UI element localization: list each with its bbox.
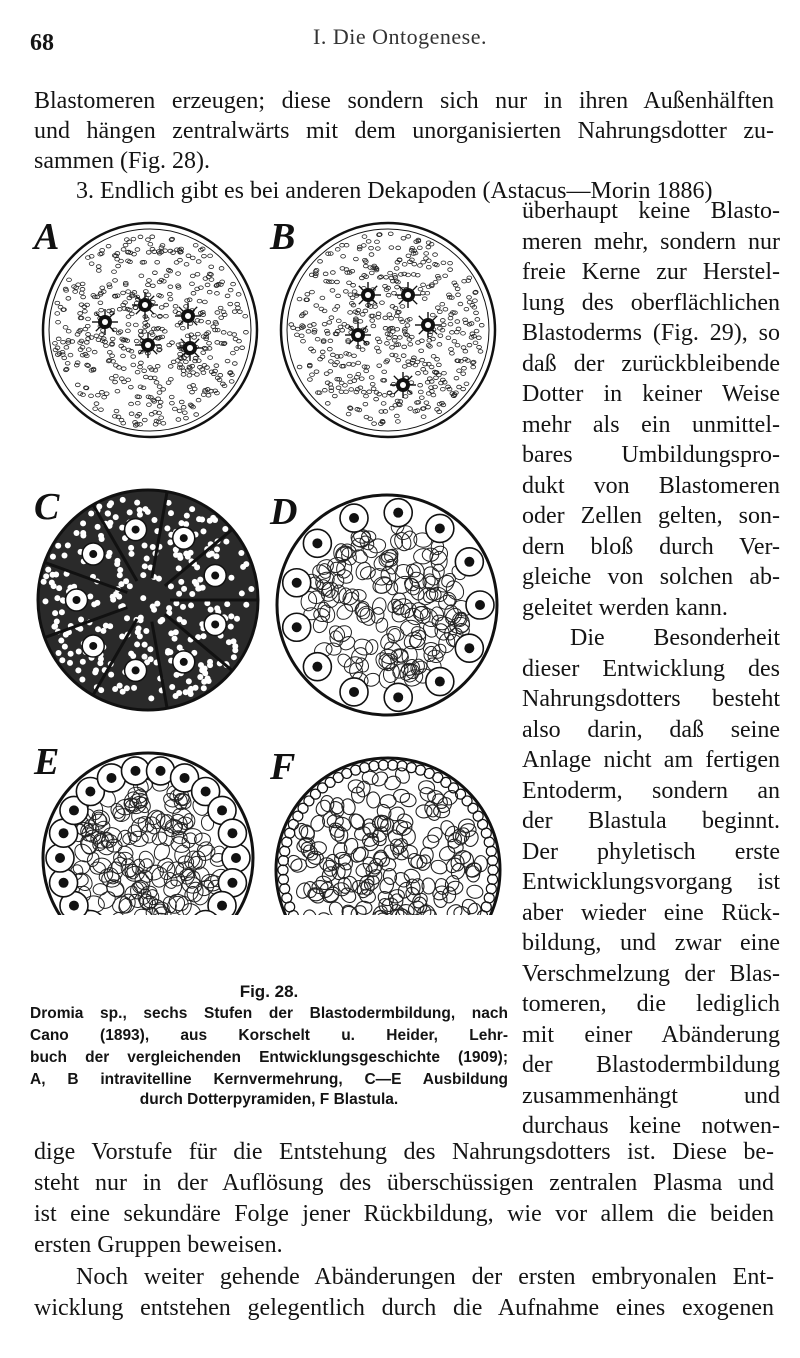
right-column-line: Anlage nicht am fertigen: [522, 747, 780, 773]
right-column-line: geleitet werden kann.: [522, 594, 728, 621]
page-number: 68: [30, 30, 54, 56]
body-line: ist eine sekundäre Folge jener Rückbildung, wie vor allem die beiden: [34, 1201, 774, 1227]
right-column-line: also darin, daß seine: [522, 716, 780, 743]
right-column-line: bares Umbildungspro-: [522, 442, 780, 468]
panel-label-d: D: [270, 491, 298, 533]
panel-label-b: B: [270, 216, 296, 258]
paragraph-3-first-line: 3. Endlich gibt es bei anderen Dekapoden (Astacus—Morin 1886): [76, 178, 713, 204]
body-line: Blastomeren erzeugen; diese sondern sich nur in ihren Außenhälften: [34, 88, 774, 114]
right-column-line: dukt von Blastomeren: [522, 472, 780, 499]
running-head: I. Die Ontogenese.: [313, 24, 487, 49]
right-column-line: der Blastodermbildung: [522, 1052, 780, 1078]
right-column-line: Entoderm, sondern an: [522, 777, 780, 804]
panel-label-e: E: [34, 741, 60, 783]
figure-caption-title: Fig. 28.: [239, 982, 299, 1001]
embryo-d: [277, 495, 497, 715]
figure-caption-line: A, B intravitelline Kernvermehrung, C—E Ausbildung: [30, 1071, 508, 1088]
right-column-line: oder Zellen gelten, son-: [522, 503, 780, 529]
embryo-b: [281, 223, 495, 437]
panel-label-a: A: [34, 216, 60, 258]
right-column-line: dieser Entwicklung des: [522, 655, 780, 682]
right-column-line: Verschmelzung der Blas-: [522, 960, 780, 987]
embryo-a: [43, 223, 257, 437]
right-column-line: Die Besonderheit: [570, 625, 780, 651]
right-column-line: Blastoderms (Fig. 29), so: [522, 320, 780, 346]
embryo-e: [43, 753, 253, 915]
panel-label-c: C: [34, 486, 60, 528]
right-column-line: mit einer Abänderung: [522, 1021, 780, 1048]
right-column-line: Dotter in keiner Weise: [522, 381, 780, 407]
body-line: sammen (Fig. 28).: [34, 148, 210, 174]
right-column-line: tomeren, die lediglich: [522, 991, 780, 1017]
right-column-line: dern bloß durch Ver-: [522, 533, 780, 560]
figure-caption-line: Dromia sp., sechs Stufen der Blastodermbildung, nach: [30, 1005, 508, 1022]
right-column-line: gleiche von solchen ab-: [522, 564, 780, 590]
figure-28-illustration: [30, 215, 508, 915]
embryo-c: [38, 490, 258, 710]
right-column-line: zusammenhängt und: [522, 1082, 780, 1109]
panel-label-f: F: [270, 746, 296, 788]
body-line: steht nur in der Auflösung des überschüssigen zentralen Plasma und: [34, 1170, 774, 1196]
body-line: ersten Gruppen beweisen.: [34, 1232, 283, 1258]
figure-caption-line: Cano (1893), aus Korschelt u. Heider, Lehr-: [30, 1027, 508, 1044]
right-column-line: überhaupt keine Blasto-: [522, 198, 780, 224]
right-column-line: daß der zurückbleibende: [522, 350, 780, 377]
figure-caption-line: buch der vergleichenden Entwicklungsgeschichte (1909);: [30, 1049, 508, 1066]
right-column-line: Der phyletisch erste: [522, 838, 780, 865]
right-column-line: lung des oberflächlichen: [522, 289, 780, 316]
body-line: wicklung entstehen gelegentlich durch die Aufnahme eines exogenen: [34, 1295, 774, 1321]
body-line: Noch weiter gehende Abänderungen der ersten embryonalen Ent-: [76, 1264, 774, 1290]
body-line: dige Vorstufe für die Entstehung des Nahrungsdotters ist. Diese be-: [34, 1139, 774, 1165]
right-column-line: mehr als ein unmittel-: [522, 411, 780, 438]
right-column-line: meren mehr, sondern nur: [522, 228, 780, 255]
right-column-line: durchaus keine notwen-: [522, 1113, 780, 1139]
right-column-line: freie Kerne zur Herstel-: [522, 259, 780, 285]
right-column-line: aber wieder eine Rück-: [522, 899, 780, 926]
right-column-line: bildung, und zwar eine: [522, 930, 780, 956]
figure-caption-line: durch Dotterpyramiden, F Blastula.: [139, 1091, 399, 1108]
embryo-f: [276, 758, 500, 915]
figure-28: [30, 215, 508, 915]
right-column-line: der Blastula beginnt.: [522, 808, 780, 834]
body-line: und hängen zentralwärts mit dem unorganisierten Nahrungsdotter zu-: [34, 118, 774, 144]
right-column-line: Nahrungsdotters besteht: [522, 686, 780, 712]
right-column-line: Entwicklungsvorgang ist: [522, 869, 780, 895]
